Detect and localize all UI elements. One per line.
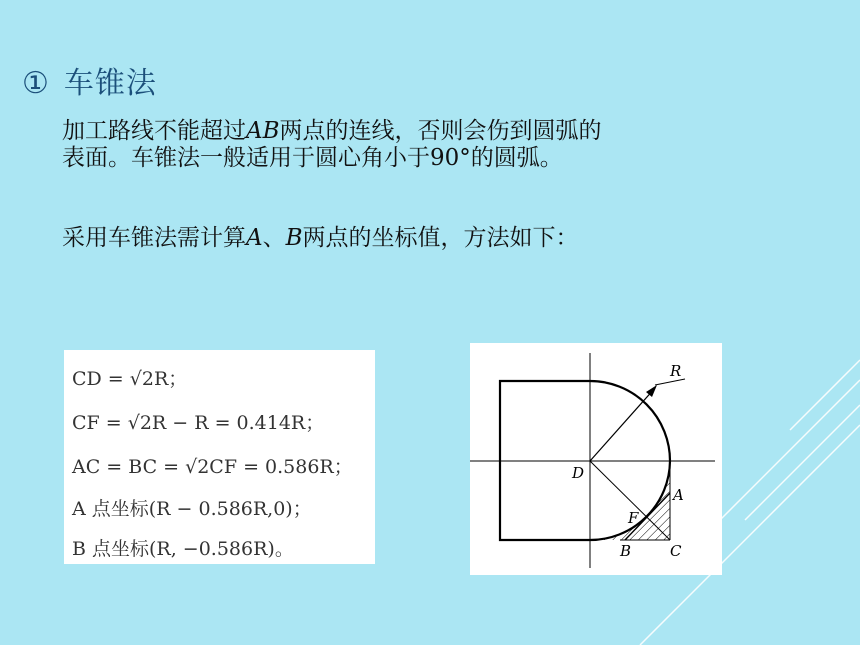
paragraph-2-a: A xyxy=(246,225,263,251)
paragraph-2-text-a: 采用车锥法需计算 xyxy=(62,225,246,251)
label-a: A xyxy=(673,486,684,504)
paragraph-1-text-a: 加工路线不能超过 xyxy=(62,118,246,144)
paragraph-1 xyxy=(62,118,622,172)
label-f: F xyxy=(628,509,639,527)
label-c: C xyxy=(670,542,682,560)
label-r: R xyxy=(670,362,682,380)
circled-number: ① xyxy=(22,66,50,101)
label-b: B xyxy=(620,542,632,560)
formula-a-coord: A 点坐标(R − 0.586R,0)； xyxy=(72,498,312,520)
section-heading xyxy=(22,58,157,102)
radius-arrowhead xyxy=(646,385,657,397)
paragraph-2 xyxy=(62,225,622,252)
paragraph-2-sep: 、 xyxy=(262,225,286,251)
formula-cf: CF = √2R − R = 0.414R； xyxy=(72,412,325,434)
formula-b-coord: B 点坐标(R, −0.586R)。 xyxy=(72,538,294,560)
diagram-panel xyxy=(470,343,722,575)
formula-cd: CD = √2R； xyxy=(72,368,188,390)
radius-line xyxy=(590,388,655,461)
paragraph-2-b: B xyxy=(285,225,303,251)
paragraph-1-text-b: 两点的连线，否则会伤到圆弧的表面。车锥法一般适用于圆心角小于90°的圆弧。 xyxy=(62,118,602,171)
label-d: D xyxy=(572,464,585,482)
paragraph-1-ab: AB xyxy=(246,118,280,144)
formula-ac-bc: AC = BC = √2CF = 0.586R； xyxy=(72,456,353,478)
paragraph-2-text-b: 两点的坐标值，方法如下： xyxy=(302,225,579,251)
formula-panel xyxy=(64,350,375,564)
arc-diagram xyxy=(470,343,722,575)
heading-title: 车锥法 xyxy=(63,66,157,101)
